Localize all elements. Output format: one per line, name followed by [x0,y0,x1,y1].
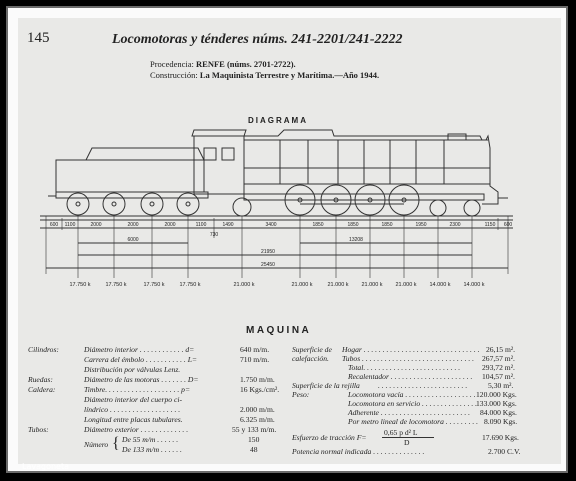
spec-row [292,399,538,408]
tubos-row-label: De 55 m/m . . . . . . [122,435,179,444]
document-frame [6,6,568,473]
spec-label: Adherente . . . . . . . . . . . . . . . . . . . . . . . . [348,408,471,417]
dim-label: 2300 [449,222,461,228]
procedencia-value: RENFE (núms. 2701-2722). [196,59,296,69]
construccion-label: Construcción: [150,70,198,80]
spec-value: 55 y 133 m/m. [232,425,277,434]
spec-value: 16 Kgs./cm². [240,385,280,394]
spec-row [28,375,292,385]
axle-load: 17.750 k [69,282,91,288]
spec-label: Diámetro exterior . . . . . . . . . . . . . [84,425,189,434]
spec-row [292,390,538,399]
dim-label: 1100 [195,222,207,228]
tender-wheel [67,193,89,215]
spec-row [28,415,292,425]
dim-label: 1850 [347,222,359,228]
axle-load: 21.000 k [327,282,349,288]
spec-label: Locomotora vacía . . . . . . . . . . . . . . . . . . . [348,390,476,399]
dim-label: 730 [209,232,219,238]
dim-wheelbase: 21950 [261,249,275,255]
tractive-value: 17.690 Kgs. [482,433,519,442]
spec-label: Recalentador . . . . . . . . . . . . . . . . . . . . . . [348,372,473,381]
spec-row [28,345,292,355]
spec-row [292,354,538,363]
bogie-wheel [430,200,446,216]
left-spec-table [28,345,292,455]
spec-row [28,365,292,375]
spec-row [28,395,292,405]
tender-wheel [177,193,199,215]
spec-value: 5,30 m². [488,381,514,390]
cab [194,136,244,194]
spec-row [292,372,538,381]
tender-wheel [103,193,125,215]
dim-label: 1490 [222,222,234,228]
spec-row [292,363,538,372]
dim-label: 1150 [484,222,496,228]
procedencia-label: Procedencia: [150,59,194,69]
spec-label: Longitud entre placas tubulares. [84,415,183,424]
tractive-effort-row [292,429,538,447]
axle-load: 21.000 k [361,282,383,288]
spec-label: Diámetro interior del cuerpo ci- [84,395,182,404]
trailing-wheel [233,198,251,216]
dim-label: 1100 [64,222,76,228]
axle-load: 17.750 k [179,282,201,288]
cab-window-2 [222,148,234,160]
dim-tender: 6000 [127,237,139,243]
spec-category: calefacción. [292,354,329,363]
spec-value: 120.000 Kgs. [476,390,517,399]
spec-value: 267,57 m². [482,354,515,363]
spec-row [292,345,538,354]
right-spec-table [292,345,538,457]
tubos-row-value: 150 [248,435,260,444]
tubos-numero-label: Número [84,440,109,449]
spec-value: 2.000 m/m. [240,405,275,414]
spec-value: 640 m/m. [240,345,270,354]
spec-label: Tubos . . . . . . . . . . . . . . . . . . . . . . . . . . . . . . [342,354,475,363]
spec-row [292,381,538,390]
brace-glyph: { [112,435,120,452]
spec-label: Carrera del émbolo . . . . . . . . . . . L= [84,355,198,364]
tubos-numero-block [28,435,292,455]
spec-label: Timbre. . . . . . . . . . . . . . . . . . . . p= [84,385,191,394]
spec-row [28,385,292,395]
spec-value: 6.325 m/m. [240,415,275,424]
power-label: Potencia normal indicada . . . . . . . . . . . . . . [292,447,425,456]
spec-label: Diámetro interior . . . . . . . . . . . . d= [84,345,195,354]
spec-row [28,355,292,365]
spec-category: Superficie de [292,345,332,354]
axle-load: 14.000 k [429,282,451,288]
credit-watermark: Lavagoneta [22,462,69,471]
spec-value: 710 m/m. [240,355,270,364]
axle-load: 21.000 k [233,282,255,288]
tender-wheel [141,193,163,215]
axle-load: 14.000 k [463,282,485,288]
spec-label: Por metro lineal de locomotora . . . . . . . . . [348,417,479,426]
power-value: 2.700 C.V. [488,447,521,456]
spec-category: Tubos: [28,425,49,434]
bogie-wheel [464,200,480,216]
cab-roof [192,130,246,136]
spec-label: Diámetro de las motoras . . . . . . . D= [84,375,199,384]
tubos-row-label: De 133 m/m . . . . . . [122,445,182,454]
spec-value: 1.750 m/m. [240,375,275,384]
diagram-heading: DIAGRAMA [248,116,308,125]
tractive-label: Esfuerzo de tracción F= [292,433,367,442]
spec-value: 104,57 m². [482,372,515,381]
dim-label: 2000 [127,222,139,228]
chimney [448,134,466,140]
spec-label: líndrico . . . . . . . . . . . . . . . . . . . [84,405,181,414]
axle-load: 17.750 k [105,282,127,288]
tender-body [56,160,204,192]
spec-label: Locomotora en servicio . . . . . . . . . . . . . . . [348,399,478,408]
spec-value: 84.000 Kgs. [480,408,517,417]
locomotive-diagram [8,8,568,308]
spec-row [28,405,292,415]
dim-label: 1950 [415,222,427,228]
power-row [292,447,538,457]
dim-label: 1850 [312,222,324,228]
axle-load: 17.750 k [143,282,165,288]
page-number: 145 [27,30,50,46]
dim-label: 2000 [90,222,102,228]
spec-value: 293,72 m². [482,363,515,372]
boiler-casing [244,130,498,204]
spec-value: 26,15 m². [486,345,516,354]
dim-total: 25450 [261,262,275,268]
dim-label: 2000 [164,222,176,228]
spec-label: Total. . . . . . . . . . . . . . . . . . . . . . . . . . [348,363,461,372]
tractive-denominator: D [404,438,410,447]
spec-category: Superficie de la rejilla [292,381,360,390]
construccion-value: La Maquinista Terrestre y Marítima.—Año 1944. [199,70,380,80]
dim-label: 600 [503,222,513,228]
spec-value: 8.090 Kgs. [484,417,518,426]
spec-value: 133.000 Kgs. [476,399,517,408]
spec-label: Distribución por válvulas Lenz. [84,365,181,374]
axle-load: 21.000 k [291,282,313,288]
page-title: Locomotoras y ténderes núms. 241-2201/241-2222 [112,32,403,47]
dim-label: 3400 [265,222,277,228]
spec-category: Caldera: [28,385,56,394]
cab-window [204,148,216,160]
dim-label: 600 [49,222,59,228]
spec-row [28,425,292,435]
tubos-row-value: 48 [250,445,258,454]
spec-category: Ruedas: [28,375,53,384]
axle-load: 21.000 k [395,282,417,288]
spec-label: Hogar . . . . . . . . . . . . . . . . . . . . . . . . . . . . . . . [342,345,480,354]
tractive-numerator: 0,65 p d² L [384,428,418,437]
dim-engine: 13208 [349,237,363,243]
engine-frame [244,194,484,200]
tender-coal-bunker [86,148,204,160]
spec-category: Cilindros: [28,345,59,354]
spec-category: Peso: [292,390,310,399]
spec-label: . . . . . . . . . . . . . . . . . . . . . . . . [378,381,468,390]
dim-label: 1850 [381,222,393,228]
spec-row [292,408,538,417]
maquina-heading: MAQUINA [246,325,312,336]
